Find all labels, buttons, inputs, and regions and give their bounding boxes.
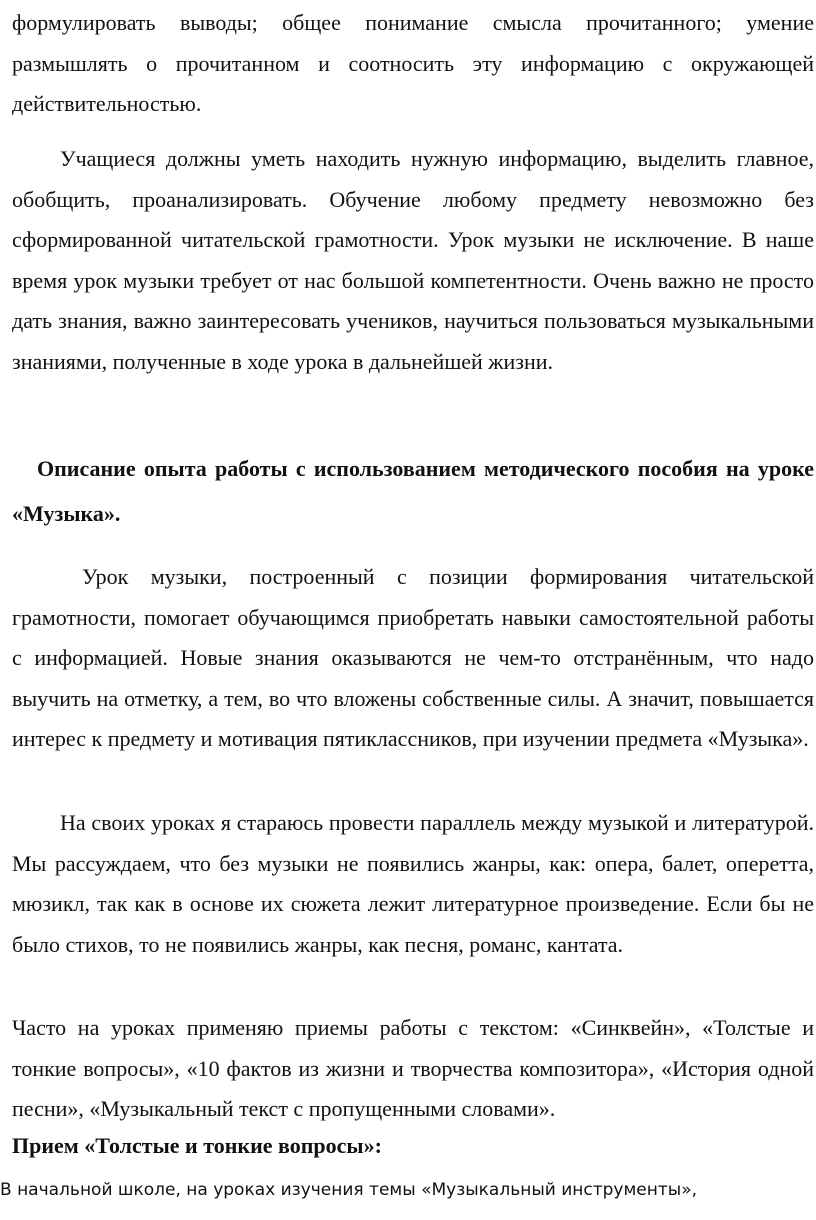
paragraph-music-lesson: Урок музыки, построенный с позиции формирования читательской грамотности, помогает обучающимся приобретать навыки самостоятельной работы с информацией. Новые знания оказываются не чем-то отстранённым, что надо выучить на отметку, а тем, во что вложены собственные силы. А значит, повышается интерес к предмету и мотивация пятиклассников, при изучении предмета «Музыка». bbox=[12, 564, 814, 751]
paragraph-text-techniques: Часто на уроках применяю приемы работы с текстом: «Синквейн», «Толстые и тонкие вопросы», «10 фактов из жизни и творчества композитора», «История одной песни», «Музыкальный текст с пропущенными словами». bbox=[12, 1015, 814, 1121]
paragraph-music-literature: На своих уроках я стараюсь провести параллель между музыкой и литературой. Мы рассуждаем, что без музыки не появились жанры, как: опера, балет, оперетта, мюзикл, так как в основе их сюжета лежит литературное произведение. Если бы не было стихов, то не появились жанры, как песня, романс, кантата. bbox=[12, 810, 814, 957]
section-heading: Описание опыта работы с использованием методического пособия на уроке «Музыка». bbox=[12, 456, 814, 526]
technique-subheading: Прием «Толстые и тонкие вопросы»: bbox=[12, 1133, 382, 1158]
paragraph-intro-continuation: формулировать выводы; общее понимание смысла прочитанного; умение размышлять о прочитанном и соотносить эту информацию с окружающей действительностью. bbox=[12, 10, 814, 116]
footer-text-line: В начальной школе, на уроках изучения темы «Музыкальный инструменты», bbox=[0, 1180, 698, 1200]
paragraph-students-skills: Учащиеся должны уметь находить нужную информацию, выделить главное, обобщить, проанализировать. Обучение любому предмету невозможно без сформированной читательской грамотности. Урок музыки не исключение. В наше время урок музыки требует от нас большой компетентности. Очень важно не просто дать знания, важно заинтересовать учеников, научиться пользоваться музыкальными знаниями, полученные в ходе урока в дальнейшей жизни. bbox=[12, 146, 814, 374]
